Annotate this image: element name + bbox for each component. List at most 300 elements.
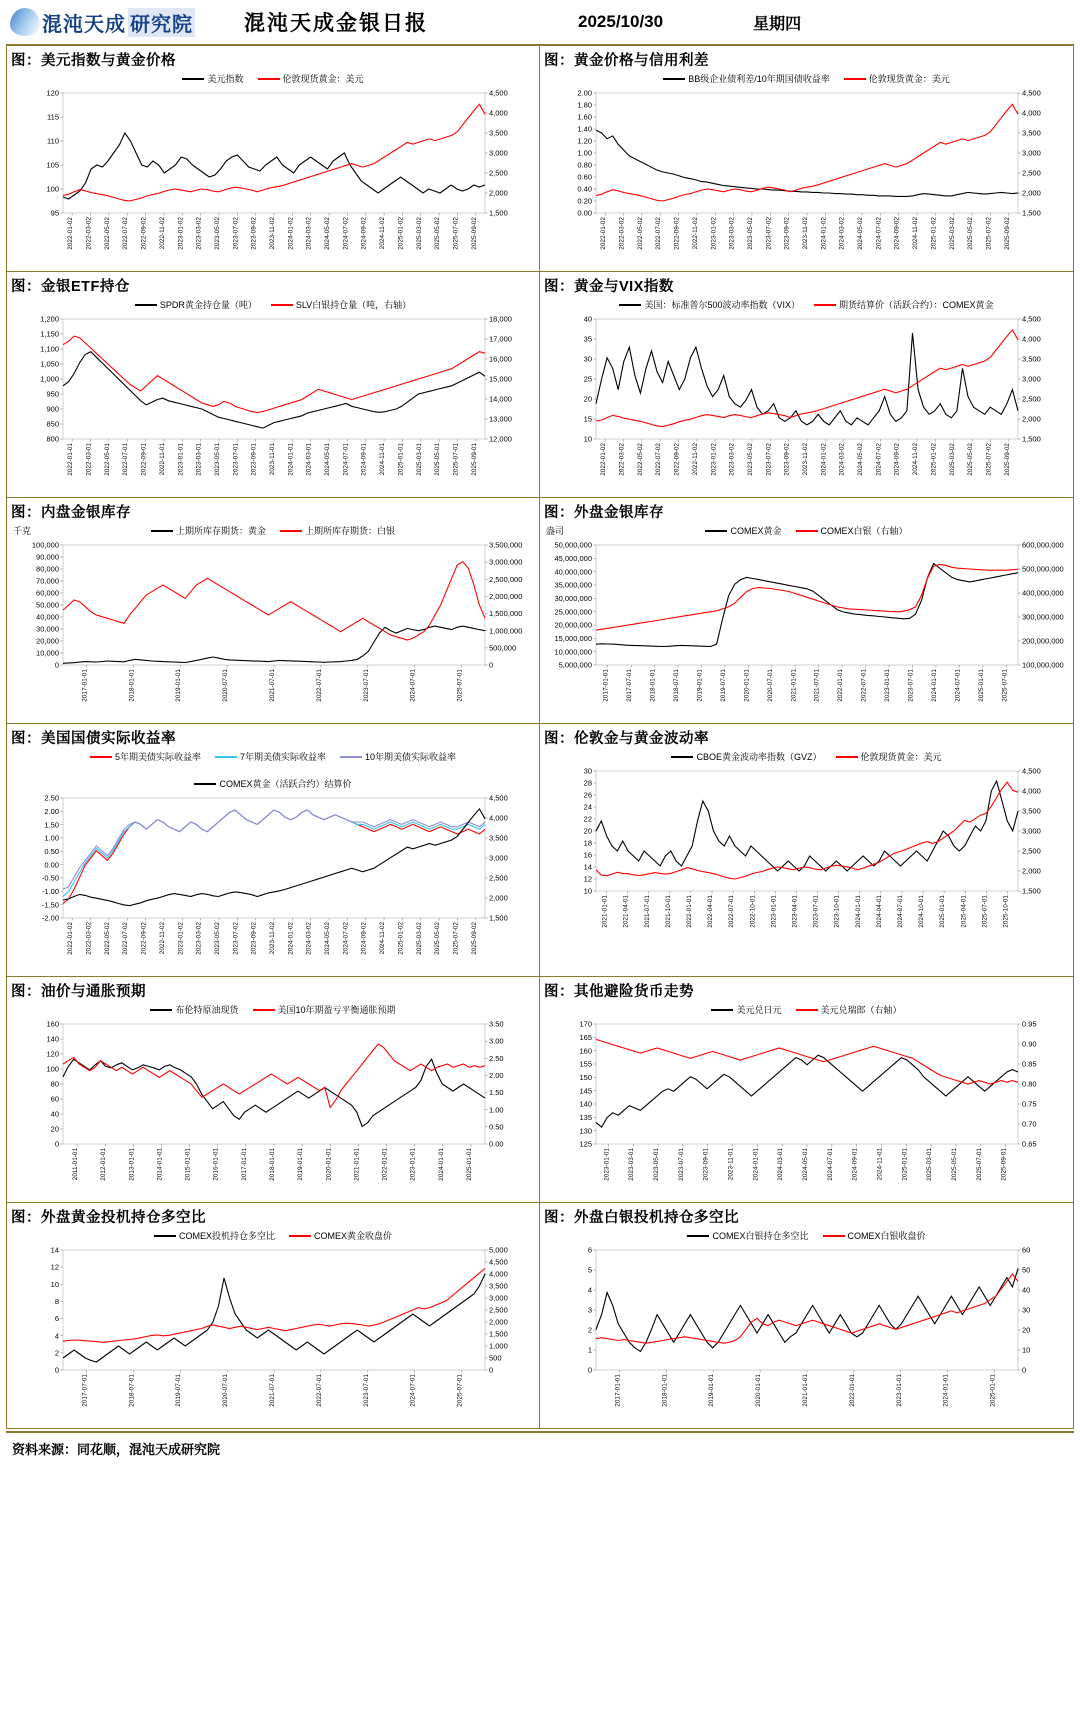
legend-item (150, 1003, 238, 1016)
svg-text:130: 130 (579, 1126, 592, 1136)
svg-text:4,000: 4,000 (489, 108, 508, 118)
legend-item (280, 524, 395, 537)
legend-swatch-icon (687, 1235, 709, 1237)
chart-plot (544, 539, 1070, 719)
svg-text:2022-07-01: 2022-07-01 (860, 669, 868, 702)
svg-text:20: 20 (50, 1124, 59, 1134)
svg-text:30,000: 30,000 (36, 624, 59, 634)
svg-text:3,500: 3,500 (489, 833, 508, 843)
svg-text:2023-07-01: 2023-07-01 (362, 1374, 370, 1407)
svg-text:-1.00: -1.00 (41, 886, 59, 896)
svg-text:950: 950 (46, 389, 59, 399)
svg-text:2022-01-02: 2022-01-02 (600, 217, 608, 250)
legend-swatch-icon (814, 304, 836, 306)
svg-text:500: 500 (489, 1353, 502, 1363)
svg-text:0.80: 0.80 (577, 160, 592, 170)
legend-label: COMEX投机持仓多空比 (178, 1231, 275, 1241)
series-line (596, 1274, 1018, 1343)
chart-legend (544, 524, 1069, 537)
svg-text:2017-01-01: 2017-01-01 (614, 1374, 622, 1407)
svg-text:2,500: 2,500 (489, 168, 508, 178)
svg-text:2025-05-01: 2025-05-01 (950, 1148, 958, 1181)
series-line (63, 104, 485, 201)
series-line (596, 1039, 1018, 1084)
svg-text:20: 20 (1022, 1325, 1031, 1335)
svg-text:2025-05-01: 2025-05-01 (434, 443, 442, 476)
svg-text:2022-07-01: 2022-07-01 (315, 1374, 323, 1407)
svg-text:1,000,000: 1,000,000 (489, 626, 523, 636)
svg-text:2021-01-01: 2021-01-01 (790, 669, 798, 702)
svg-text:200,000,000: 200,000,000 (1022, 636, 1064, 646)
svg-text:2024-11-02: 2024-11-02 (912, 443, 920, 476)
svg-text:2022-01-01: 2022-01-01 (848, 1374, 856, 1407)
svg-text:2023-07-01: 2023-07-01 (907, 669, 915, 702)
svg-text:4: 4 (587, 1285, 592, 1295)
svg-text:12: 12 (583, 874, 592, 884)
svg-text:1,500: 1,500 (489, 208, 508, 218)
svg-text:2022-05-01: 2022-05-01 (103, 443, 111, 476)
svg-text:100,000: 100,000 (31, 540, 59, 550)
chart-area (544, 750, 1069, 945)
svg-text:2023-05-02: 2023-05-02 (214, 217, 221, 250)
legend-item (215, 750, 326, 763)
legend-label: 7年期美债实际收益率 (239, 752, 326, 762)
axis-unit-label: 盎司 (546, 526, 565, 536)
svg-text:2023-07-01: 2023-07-01 (232, 443, 240, 476)
legend-item (705, 524, 781, 537)
svg-text:3,500: 3,500 (1022, 354, 1041, 364)
svg-text:2023-09-02: 2023-09-02 (783, 443, 791, 476)
svg-text:1,500: 1,500 (489, 1329, 508, 1339)
svg-text:2022-01-02: 2022-01-02 (67, 217, 75, 250)
charts-grid (6, 46, 1074, 1429)
svg-text:6: 6 (54, 1314, 59, 1324)
svg-text:4,500: 4,500 (1022, 766, 1041, 776)
svg-text:2023-07-01: 2023-07-01 (812, 895, 820, 928)
svg-text:2,000: 2,000 (1022, 866, 1041, 876)
svg-text:2022-09-02: 2022-09-02 (673, 217, 681, 250)
svg-text:2024-03-01: 2024-03-01 (777, 1148, 785, 1181)
svg-text:2023-01-01: 2023-01-01 (603, 1148, 611, 1181)
svg-text:2022-11-02: 2022-11-02 (158, 922, 166, 955)
svg-text:1,200: 1,200 (40, 314, 59, 324)
chart-title: 图：金银ETF持仓 (11, 279, 130, 295)
chart-area (11, 1003, 535, 1198)
svg-text:2017-07-01: 2017-07-01 (626, 669, 634, 702)
svg-text:2024-07-02: 2024-07-02 (875, 217, 883, 250)
svg-text:600,000,000: 600,000,000 (1022, 540, 1064, 550)
svg-text:2022-05-02: 2022-05-02 (636, 443, 644, 476)
svg-text:10: 10 (1022, 1345, 1031, 1355)
chart-title: 图：内盘金银库存 (11, 505, 131, 521)
legend-item (182, 72, 243, 85)
svg-text:2020-07-01: 2020-07-01 (766, 669, 774, 702)
svg-text:115: 115 (47, 112, 59, 122)
svg-text:125: 125 (579, 1139, 592, 1149)
svg-text:20: 20 (583, 394, 592, 404)
chart-plot (11, 1244, 537, 1424)
svg-text:2024-10-01: 2024-10-01 (918, 895, 926, 928)
svg-text:2023-03-01: 2023-03-01 (628, 1148, 636, 1181)
source-note: 资料来源：同花顺，混沌天成研究院 (6, 1431, 1074, 1458)
chart-legend (544, 750, 1069, 763)
svg-text:2025-01-02: 2025-01-02 (397, 217, 405, 250)
svg-text:2023-01-01: 2023-01-01 (770, 895, 778, 928)
svg-text:2024-11-02: 2024-11-02 (912, 217, 920, 250)
svg-text:120: 120 (46, 1049, 59, 1059)
svg-text:10: 10 (583, 434, 592, 444)
chart-title: 图：外盘白银投机持仓多空比 (544, 1210, 739, 1226)
svg-text:2019-07-01: 2019-07-01 (719, 669, 727, 702)
svg-text:0: 0 (54, 1139, 59, 1149)
legend-swatch-icon (258, 78, 280, 80)
chart-legend (11, 298, 535, 311)
legend-item (271, 298, 411, 311)
svg-text:40,000: 40,000 (36, 612, 59, 622)
svg-text:2022-11-02: 2022-11-02 (691, 443, 699, 476)
svg-text:3,000: 3,000 (489, 1293, 508, 1303)
svg-text:2025-07-01: 2025-07-01 (975, 1148, 983, 1181)
svg-text:12,000: 12,000 (489, 434, 512, 444)
legend-label: COMEX黄金 (730, 526, 782, 536)
svg-text:15,000: 15,000 (489, 374, 512, 384)
svg-text:0.85: 0.85 (1022, 1059, 1037, 1069)
svg-text:1.50: 1.50 (44, 820, 59, 830)
svg-text:2024-09-02: 2024-09-02 (360, 217, 368, 250)
svg-text:170: 170 (579, 1019, 592, 1029)
svg-text:2025-03-02: 2025-03-02 (415, 922, 423, 955)
axis-unit-label: 千克 (13, 526, 32, 536)
svg-text:2017-01-01: 2017-01-01 (81, 669, 89, 702)
chart-area (544, 524, 1069, 719)
svg-text:70,000: 70,000 (36, 576, 59, 586)
svg-text:2022-05-02: 2022-05-02 (103, 922, 111, 955)
svg-text:60: 60 (1022, 1245, 1031, 1255)
svg-text:30: 30 (1022, 1305, 1031, 1315)
svg-text:2,500: 2,500 (1022, 846, 1041, 856)
series-line (596, 564, 1018, 647)
svg-text:3.50: 3.50 (489, 1019, 504, 1029)
legend-swatch-icon (151, 530, 173, 532)
chart-cell (6, 272, 540, 498)
svg-text:2023-03-02: 2023-03-02 (728, 443, 736, 476)
svg-text:2023-11-02: 2023-11-02 (269, 922, 276, 955)
legend-label: COMEX白银持仓多空比 (712, 1231, 809, 1241)
svg-text:0.50: 0.50 (489, 1122, 504, 1132)
svg-text:2022-03-02: 2022-03-02 (618, 217, 626, 250)
svg-text:14,000: 14,000 (489, 394, 512, 404)
svg-text:12: 12 (50, 1262, 59, 1272)
svg-text:2024-03-02: 2024-03-02 (838, 443, 846, 476)
svg-text:2018-01-01: 2018-01-01 (269, 1148, 276, 1181)
svg-text:3,000: 3,000 (1022, 148, 1041, 158)
svg-text:18: 18 (583, 838, 592, 848)
legend-label: COMEX白银（右轴） (820, 526, 908, 536)
svg-text:2025-07-01: 2025-07-01 (456, 669, 464, 702)
svg-text:3,000: 3,000 (489, 148, 508, 158)
svg-text:0: 0 (489, 660, 494, 670)
svg-text:2022-01-01: 2022-01-01 (67, 443, 75, 476)
svg-text:10,000,000: 10,000,000 (554, 647, 592, 657)
chart-legend (11, 1229, 535, 1242)
report-header (6, 0, 1074, 46)
svg-text:165: 165 (579, 1032, 592, 1042)
svg-text:2023-03-02: 2023-03-02 (728, 217, 736, 250)
chart-plot (544, 87, 1070, 267)
svg-text:3,000,000: 3,000,000 (489, 557, 523, 567)
legend-label: 美元兑日元 (736, 1005, 782, 1015)
chart-legend (544, 72, 1069, 85)
svg-text:30: 30 (583, 766, 592, 776)
svg-text:2024-07-01: 2024-07-01 (342, 443, 350, 476)
svg-text:1.40: 1.40 (577, 124, 592, 134)
chart-cell (6, 1203, 540, 1429)
chart-plot (11, 87, 537, 267)
svg-text:1.80: 1.80 (577, 100, 592, 110)
svg-text:2023-11-01: 2023-11-01 (269, 443, 276, 476)
svg-text:10: 10 (583, 886, 592, 896)
legend-swatch-icon (154, 1235, 176, 1237)
svg-text:2.50: 2.50 (489, 1053, 504, 1063)
legend-item (796, 524, 908, 537)
svg-text:110: 110 (47, 136, 59, 146)
svg-text:3,500: 3,500 (1022, 806, 1041, 816)
svg-text:3: 3 (587, 1305, 592, 1315)
legend-swatch-icon (253, 1009, 275, 1011)
chart-cell (6, 498, 540, 724)
svg-text:2022-09-02: 2022-09-02 (140, 922, 148, 955)
svg-text:160: 160 (579, 1046, 592, 1056)
svg-text:40: 40 (583, 314, 592, 324)
legend-item (687, 1229, 808, 1242)
svg-text:850: 850 (46, 419, 59, 429)
chart-cell (540, 272, 1074, 498)
svg-text:2022-03-02: 2022-03-02 (85, 922, 93, 955)
svg-text:2024-05-02: 2024-05-02 (857, 443, 864, 476)
series-line (596, 104, 1018, 201)
svg-text:0: 0 (489, 1365, 494, 1375)
svg-text:2025-01-01: 2025-01-01 (939, 895, 947, 928)
svg-text:2023-11-01: 2023-11-01 (727, 1148, 735, 1181)
legend-label: 上期所库存期货：黄金 (175, 526, 266, 536)
svg-text:2024-05-01: 2024-05-01 (324, 443, 331, 476)
svg-text:2025-03-01: 2025-03-01 (926, 1148, 934, 1181)
legend-swatch-icon (340, 756, 362, 758)
svg-text:2012-01-01: 2012-01-01 (100, 1148, 108, 1181)
svg-text:2025-05-02: 2025-05-02 (967, 217, 975, 250)
svg-text:2022-09-02: 2022-09-02 (673, 443, 681, 476)
svg-text:2020-01-01: 2020-01-01 (755, 1374, 763, 1407)
chart-plot (544, 313, 1070, 493)
svg-text:2,500: 2,500 (1022, 394, 1041, 404)
svg-text:2025-01-02: 2025-01-02 (930, 443, 938, 476)
svg-text:2023-01-01: 2023-01-01 (895, 1374, 903, 1407)
svg-text:2025-05-02: 2025-05-02 (434, 922, 442, 955)
chart-cell (540, 46, 1074, 272)
svg-text:2024-03-02: 2024-03-02 (305, 922, 313, 955)
svg-text:3,500: 3,500 (489, 1281, 508, 1291)
svg-text:2023-05-02: 2023-05-02 (747, 443, 754, 476)
svg-text:2022-09-02: 2022-09-02 (140, 217, 148, 250)
svg-text:60,000: 60,000 (36, 588, 59, 598)
legend-item (796, 1003, 902, 1016)
svg-text:1.00: 1.00 (577, 148, 592, 158)
svg-text:40: 40 (1022, 1285, 1031, 1295)
svg-text:2024-01-01: 2024-01-01 (942, 1374, 950, 1407)
svg-text:2.00: 2.00 (44, 806, 59, 816)
svg-text:155: 155 (579, 1059, 592, 1069)
svg-text:14: 14 (50, 1245, 59, 1255)
svg-text:2022-11-02: 2022-11-02 (158, 217, 166, 250)
svg-text:20: 20 (583, 826, 592, 836)
svg-text:2023-03-01: 2023-03-01 (195, 443, 203, 476)
svg-text:4,000: 4,000 (489, 813, 508, 823)
svg-text:2024-01-02: 2024-01-02 (820, 443, 828, 476)
svg-text:2017-07-01: 2017-07-01 (81, 1374, 89, 1407)
svg-text:1,150: 1,150 (40, 329, 59, 339)
svg-text:2024-01-02: 2024-01-02 (820, 217, 828, 250)
svg-text:2018-01-01: 2018-01-01 (661, 1374, 669, 1407)
svg-text:25,000,000: 25,000,000 (554, 607, 592, 617)
svg-text:2023-07-02: 2023-07-02 (765, 217, 773, 250)
series-line (63, 562, 485, 640)
legend-swatch-icon (150, 1009, 172, 1011)
svg-text:3,500,000: 3,500,000 (489, 540, 523, 550)
svg-text:140: 140 (579, 1099, 592, 1109)
svg-text:2022-07-01: 2022-07-01 (122, 443, 130, 476)
svg-text:25: 25 (583, 374, 592, 384)
svg-text:2,000: 2,000 (1022, 414, 1041, 424)
svg-text:3,000: 3,000 (489, 853, 508, 863)
svg-text:2025-01-02: 2025-01-02 (397, 922, 405, 955)
svg-text:1.00: 1.00 (489, 1105, 504, 1115)
svg-text:2024-09-02: 2024-09-02 (360, 922, 368, 955)
series-line (63, 1059, 485, 1126)
svg-text:2025-07-02: 2025-07-02 (985, 217, 993, 250)
svg-text:4,000: 4,000 (1022, 108, 1041, 118)
svg-text:2023-09-02: 2023-09-02 (250, 217, 258, 250)
chart-area (11, 750, 535, 972)
svg-text:1,500: 1,500 (1022, 886, 1041, 896)
svg-text:2021-01-01: 2021-01-01 (353, 1148, 361, 1181)
svg-text:2022-01-01: 2022-01-01 (381, 1148, 389, 1181)
svg-text:2025-07-02: 2025-07-02 (452, 922, 460, 955)
chart-legend (11, 1003, 535, 1016)
svg-text:2019-01-01: 2019-01-01 (708, 1374, 716, 1407)
svg-text:1,500,000: 1,500,000 (489, 609, 523, 619)
legend-label: 伦敦现货黄金：美元 (860, 752, 942, 762)
svg-text:1,500: 1,500 (1022, 208, 1041, 218)
svg-text:2025-09-02: 2025-09-02 (1003, 443, 1011, 476)
svg-text:2024-01-01: 2024-01-01 (287, 443, 295, 476)
svg-text:0: 0 (54, 1365, 59, 1375)
svg-text:2022-01-02: 2022-01-02 (600, 443, 608, 476)
svg-text:2024-01-02: 2024-01-02 (287, 217, 295, 250)
svg-text:2024-07-01: 2024-07-01 (409, 669, 417, 702)
legend-item (619, 298, 800, 311)
svg-text:140: 140 (46, 1034, 59, 1044)
series-line (63, 1269, 485, 1343)
svg-text:2020-07-01: 2020-07-01 (222, 1374, 230, 1407)
svg-text:0.75: 0.75 (1022, 1099, 1037, 1109)
legend-swatch-icon (836, 756, 858, 758)
chart-title: 图：黄金与VIX指数 (544, 279, 674, 295)
legend-item (814, 298, 994, 311)
svg-text:14: 14 (583, 862, 592, 872)
legend-item (135, 298, 257, 311)
svg-text:4,500: 4,500 (1022, 314, 1041, 324)
svg-text:2024-05-02: 2024-05-02 (857, 217, 864, 250)
svg-text:2023-07-01: 2023-07-01 (677, 1148, 685, 1181)
report-weekday: 星期四 (753, 15, 802, 33)
svg-text:2011-01-01: 2011-01-01 (72, 1148, 80, 1181)
legend-item (340, 750, 456, 763)
chart-legend (11, 524, 535, 537)
svg-text:4,500: 4,500 (489, 88, 508, 98)
svg-text:5: 5 (587, 1265, 592, 1275)
series-line (63, 626, 485, 663)
svg-text:2025-03-02: 2025-03-02 (948, 443, 956, 476)
svg-text:2022-05-02: 2022-05-02 (636, 217, 644, 250)
svg-text:1,000: 1,000 (40, 374, 59, 384)
chart-area (544, 1003, 1069, 1198)
series-line (63, 352, 485, 428)
svg-text:2023-01-01: 2023-01-01 (884, 669, 892, 702)
svg-text:0.70: 0.70 (1022, 1119, 1037, 1129)
svg-text:145: 145 (579, 1086, 592, 1096)
svg-text:0.65: 0.65 (1022, 1139, 1037, 1149)
svg-text:2023-01-02: 2023-01-02 (177, 217, 185, 250)
svg-text:2018-07-01: 2018-07-01 (673, 669, 681, 702)
company-logo (10, 5, 220, 39)
legend-swatch-icon (271, 304, 293, 306)
svg-text:2025-07-01: 2025-07-01 (1001, 669, 1009, 702)
svg-text:2023-01-01: 2023-01-01 (409, 1148, 417, 1181)
chart-area (11, 1229, 535, 1424)
svg-text:2015-01-01: 2015-01-01 (184, 1148, 192, 1181)
chart-plot (11, 313, 537, 493)
svg-text:80: 80 (50, 1079, 59, 1089)
svg-text:2022-03-02: 2022-03-02 (85, 217, 93, 250)
svg-text:2025-09-01: 2025-09-01 (1000, 1148, 1008, 1181)
svg-text:15: 15 (583, 414, 592, 424)
report-date: 2025/10/30 (578, 12, 664, 31)
svg-text:2,500: 2,500 (489, 873, 508, 883)
svg-text:2025-09-02: 2025-09-02 (470, 217, 478, 250)
svg-text:2017-01-01: 2017-01-01 (602, 669, 610, 702)
series-line (63, 336, 485, 412)
svg-text:2022-09-01: 2022-09-01 (140, 443, 148, 476)
svg-text:0.20: 0.20 (577, 196, 592, 206)
chart-title: 图：外盘黄金投机持仓多空比 (11, 1210, 206, 1226)
page-title: 混沌天成金银日报 (244, 12, 428, 35)
chart-legend (544, 298, 1069, 311)
chart-cell (540, 977, 1074, 1203)
svg-text:2023-07-02: 2023-07-02 (765, 443, 773, 476)
svg-text:2025-05-02: 2025-05-02 (434, 217, 442, 250)
svg-text:15,000,000: 15,000,000 (554, 633, 592, 643)
svg-text:0.95: 0.95 (1022, 1019, 1037, 1029)
legend-swatch-icon (182, 78, 204, 80)
svg-text:2018-01-01: 2018-01-01 (128, 669, 136, 702)
svg-text:2023-09-01: 2023-09-01 (702, 1148, 710, 1181)
svg-text:500,000: 500,000 (489, 643, 517, 653)
series-line (63, 810, 485, 889)
svg-text:500,000,000: 500,000,000 (1022, 564, 1064, 574)
svg-text:1,100: 1,100 (40, 344, 59, 354)
svg-text:0.40: 0.40 (577, 184, 592, 194)
svg-text:-0.50: -0.50 (41, 873, 59, 883)
